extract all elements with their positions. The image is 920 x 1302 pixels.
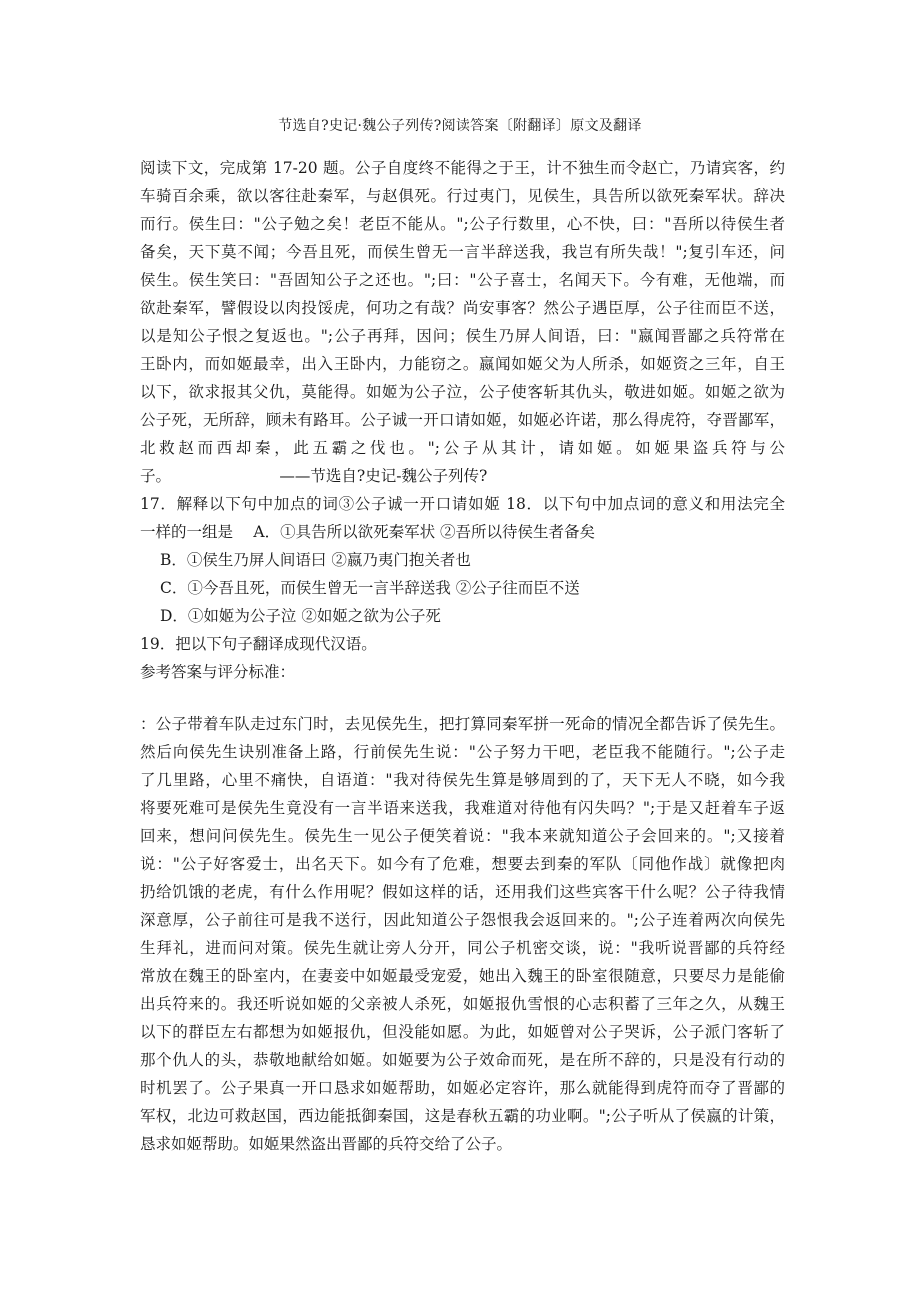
translation-line: 回来，想问问侯先生。侯先生一见公子便笑着说："我本来就知道公子会回来的。";又接着 (140, 827, 785, 845)
passage-line: 侯生。侯生笑曰："吾固知公子之还也。";曰："公子喜士，名闻天下。今有难，无他端，而 (140, 271, 785, 289)
translation-line: ：公子带着车队走过东门时，去见侯先生，把打算同秦军拼一死命的情况全都告诉了侯先生。 (140, 715, 785, 733)
question-17-18: 17．解释以下句中加点的词③公子诚一开口请如姬 18．以下句中加点词的意义和用法完全 (140, 495, 785, 513)
translation-line: 常放在魏王的卧室内，在妻妾中如姬最受宠爱，她出入魏王的卧室很随意，只要尽力是能偷 (140, 967, 785, 985)
question-18-option-d: D．①如姬为公子泣 ②如姬之欲为公子死 (160, 607, 441, 625)
translation-line: 以下的群臣左右都想为如姬报仇，但没能如愿。为此，如姬曾对公子哭诉，公子派门客斩了 (140, 1023, 785, 1041)
passage-line: 北救赵而西却秦，此五霸之伐也。";公子从其计，请如姬。如姬果盗兵符与公 (140, 439, 785, 457)
question-18-option-b: B．①侯生乃屏人间语曰 ②嬴乃夷门抱关者也 (160, 551, 471, 569)
passage-block (140, 154, 785, 686)
translation-line: 生拜礼，进而问对策。侯先生就让旁人分开，同公子机密交谈，说："我听说晋鄙的兵符经 (140, 939, 785, 957)
passage-line: 王卧内，而如姬最幸，出入王卧内，力能窃之。嬴闻如姬父为人所杀，如姬资之三年，自王 (140, 355, 785, 373)
passage-line: 以下，欲求报其父仇，莫能得。如姬为公子泣，公子使客斩其仇头，敬进如姬。如姬之欲为 (140, 383, 785, 401)
passage-line: 公子死，无所辞，顾未有路耳。公子诚一开口请如姬，如姬必许诺，那么得虎符，夺晋鄙军， (140, 411, 785, 429)
translation-line-last: 恳求如姬帮助。如姬果然盗出晋鄙的兵符交给了公子。 (140, 1135, 513, 1153)
translation-line: 那个仇人的头，恭敬地献给如姬。如姬要为公子效命而死，是在所不辞的，只是没有行动的 (140, 1051, 785, 1069)
translation-line: 军权，北边可救赵国，西边能抵御秦国，这是春秋五霸的功业啊。";公子听从了侯嬴的计策， (140, 1107, 785, 1125)
translation-line: 了几里路，心里不痛快，自语道："我对待侯先生算是够周到的了，天下无人不晓，如今我 (140, 771, 785, 789)
translation-line: 时机罢了。公子果真一开口恳求如姬帮助，如姬必定容许，那么就能得到虎符而夺了晋鄙的 (140, 1079, 785, 1097)
passage-source-line: 子。 ——节选自?史记-魏公子列传? (140, 467, 488, 485)
passage-line: 车骑百余乘，欲以客往赴秦军，与赵俱死。行过夷门，见侯生，具告所以欲死秦军状。辞决 (140, 187, 785, 205)
passage-line: 欲赴秦军，譬假设以肉投馁虎，何功之有哉？尚安事客？然公子遇臣厚，公子往而臣不送， (140, 299, 785, 317)
question-18-option-a: 一样的一组是 A．①具告所以欲死秦军状 ②吾所以待侯生者备矣 (140, 523, 596, 541)
question-19: 19．把以下句子翻译成现代汉语。 (140, 635, 377, 653)
passage-line: 阅读下文，完成第 17-20 题。公子自度终不能得之于王，计不独生而令赵亡，乃请宾客，约 (140, 159, 785, 177)
document-title: 节选自?史记·魏公子列传?阅读答案〔附翻译〕原文及翻译 (278, 118, 642, 134)
translation-line: 深意厚，公子前往可是我不送行，因此知道公子怨恨我会返回来的。";公子连着两次向侯先 (140, 911, 785, 929)
translation-line: 出兵符来的。我还听说如姬的父亲被人杀死，如姬报仇雪恨的心志积蓄了三年之久，从魏王 (140, 995, 785, 1013)
translation-line: 将要死难可是侯先生竟没有一言半语来送我，我难道对待他有闪失吗？";于是又赶着车子返 (140, 799, 785, 817)
answer-heading: 参考答案与评分标准： (140, 663, 296, 681)
passage-line: 以是知公子恨之复返也。";公子再拜，因问；侯生乃屏人间语，曰："嬴闻晋鄙之兵符常在 (140, 327, 785, 345)
translation-line: 然后向侯先生诀别准备上路，行前侯先生说："公子努力干吧，老臣我不能随行。";公子走 (140, 743, 785, 761)
translation-line: 扔给饥饿的老虎，有什么作用呢？假如这样的话，还用我们这些宾客干什么呢？公子待我情 (140, 883, 785, 901)
passage-line: 而行。侯生曰："公子勉之矣！老臣不能从。";公子行数里，心不快，曰："吾所以待侯生者 (140, 215, 785, 233)
passage-line: 备矣，天下莫不闻；今吾且死，而侯生曾无一言半辞送我，我岂有所失哉！";复引车还，问 (140, 243, 785, 261)
translation-block (140, 710, 785, 1158)
question-18-option-c: C．①今吾且死，而侯生曾无一言半辞送我 ②公子往而臣不送 (160, 579, 580, 597)
translation-line: 说："公子好客爱士，出名天下。如今有了危难，想要去到秦的军队〔同他作战〕就像把肉 (140, 855, 785, 873)
